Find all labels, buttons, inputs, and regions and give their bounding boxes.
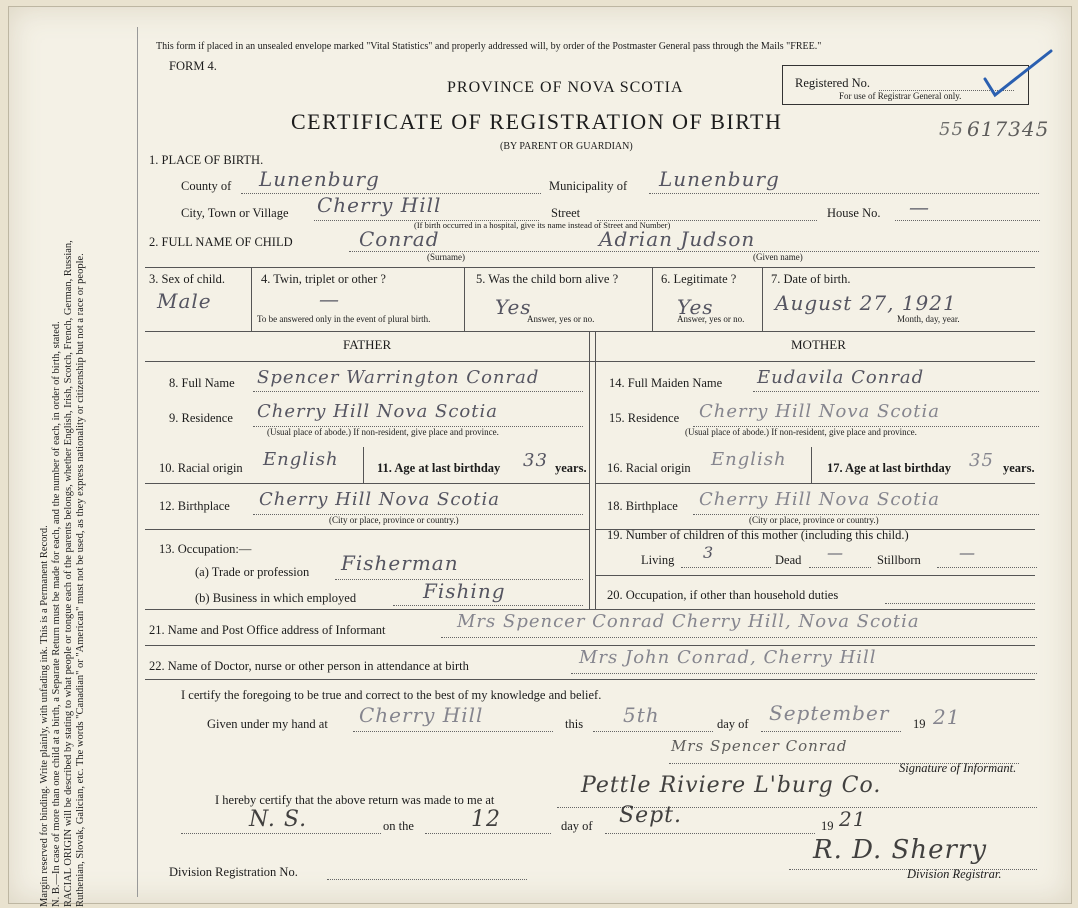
checkmark-icon [979, 45, 1059, 105]
legitimate-note: Answer, yes or no. [677, 314, 745, 324]
street-note: (If birth occurred in a hospital, give its name instead of Street and Number) [414, 220, 671, 230]
row3-top-border [145, 267, 1035, 268]
father-age-unit: years. [555, 461, 587, 475]
section-rule [145, 679, 1035, 680]
margin-notes [39, 27, 99, 907]
city-value: Cherry Hill [317, 193, 442, 217]
registrar-place-value: Pettle Riviere L'burg Co. [581, 773, 882, 798]
informant-signature: Mrs Spencer Conrad [671, 737, 848, 755]
form-number: FORM 4. [169, 59, 217, 73]
living-value: 3 [703, 543, 715, 562]
child-name-label: 2. FULL NAME OF CHILD [149, 235, 293, 249]
father-birthplace-value: Cherry Hill Nova Scotia [259, 489, 500, 510]
father-age-value: 33 [523, 450, 548, 471]
document-title: CERTIFICATE OF REGISTRATION OF BIRTH [291, 109, 783, 134]
city-label: City, Town or Village [181, 206, 289, 220]
alive-note: Answer, yes or no. [527, 314, 595, 324]
given-year-value: 21 [933, 705, 961, 729]
dead-value: — [827, 543, 844, 562]
father-racial-value: English [263, 449, 339, 470]
certify-text: I certify the foregoing to be true and correct to the best of my knowledge and belief. [181, 688, 602, 702]
twin-note: To be answered only in the event of plural birth. [257, 314, 431, 324]
mother-racial-value: English [711, 449, 787, 470]
municipality-value: Lunenburg [659, 167, 780, 191]
given-year-prefix: 19 [913, 717, 926, 731]
registered-label: Registered No. [795, 76, 870, 90]
informant-label: 21. Name and Post Office address of Informant [149, 623, 386, 637]
registrar-day-value: 12 [471, 807, 501, 832]
place-of-birth-label: 1. PLACE OF BIRTH. [149, 153, 264, 167]
informant-value: Mrs Spencer Conrad Cherry Hill, Nova Scotia [457, 611, 920, 632]
row3-divider [464, 267, 465, 331]
mother-residence-value: Cherry Hill Nova Scotia [699, 401, 940, 422]
house-label: House No. [827, 206, 881, 220]
house-value: — [909, 195, 930, 219]
division-registration-line [327, 879, 527, 880]
margin-note-4: Ruthenian, Slovak, Galician, etc. The words "Canadian" or "American" must not be used, as they express nationality or citizenship but not a race or people. [75, 253, 86, 907]
informant-line [441, 637, 1037, 638]
province-heading: PROVINCE OF NOVA SCOTIA [447, 79, 684, 96]
date-of-birth-value: August 27, 1921 [775, 291, 957, 315]
margin-note-3: RACIAL ORIGIN will be described by stating to what people or tongue each of the parents belongs, whether English, Irish, Scotch, French, German, Russian, [63, 240, 74, 907]
registrar-day-line [425, 833, 551, 834]
parents-heading-line [145, 361, 1035, 362]
stamp-prefix: 55 [939, 119, 964, 140]
registrar-month-line [605, 833, 815, 834]
given-day-value: 5th [623, 703, 660, 727]
parents-bottom-border [145, 609, 1035, 610]
postal-notice: This form if placed in an unsealed envelope marked "Vital Statistics" and properly addressed will, by order of the Postmaster General pass through the Mails "FREE." [156, 41, 822, 52]
date-of-birth-label: 7. Date of birth. [771, 272, 851, 286]
father-racial-label: 10. Racial origin [159, 461, 243, 475]
alive-label: 5. Was the child born alive ? [476, 272, 619, 286]
father-heading: FATHER [343, 337, 392, 352]
doctor-value: Mrs John Conrad, Cherry Hill [579, 647, 877, 668]
informant-signature-label: Signature of Informant. [899, 761, 1017, 775]
parents-divider [589, 331, 590, 609]
sex-value: Male [157, 289, 212, 313]
stamp-number: 617345 [967, 117, 1050, 141]
given-dayof-label: day of [717, 717, 749, 731]
mother-residence-note: (Usual place of abode.) If non-resident, give place and province. [685, 427, 917, 437]
municipality-label: Municipality of [549, 179, 628, 193]
stillborn-value: — [959, 543, 976, 562]
row3-bottom-border [145, 331, 1035, 332]
given-note: (Given name) [753, 252, 803, 262]
this-label: this [565, 717, 584, 731]
dead-line [809, 567, 871, 568]
given-under-label: Given under my hand at [207, 717, 328, 731]
county-value: Lunenburg [259, 167, 380, 191]
living-label: Living [641, 553, 675, 567]
doctor-label: 22. Name of Doctor, nurse or other person in attendance at birth [149, 659, 469, 673]
municipality-line [649, 193, 1039, 194]
father-trade-value: Fisherman [341, 551, 459, 575]
parents-divider-2 [595, 331, 596, 609]
father-birthplace-note: (City or place, province or country.) [329, 515, 459, 525]
given-place-line [353, 731, 553, 732]
father-residence-value: Cherry Hill Nova Scotia [257, 401, 498, 422]
given-month-line [761, 731, 901, 732]
living-line [681, 567, 771, 568]
child-surname-value: Conrad [359, 227, 440, 251]
surname-note: (Surname) [427, 252, 465, 262]
registered-note: For use of Registrar General only. [839, 91, 962, 101]
mother-residence-label: 15. Residence [609, 411, 680, 425]
section-rule [145, 645, 1035, 646]
mother-racial-label: 16. Racial origin [607, 461, 691, 475]
father-residence-label: 9. Residence [169, 411, 233, 425]
mother-birthplace-label: 18. Birthplace [607, 499, 678, 513]
mother-racial-divider [811, 447, 812, 483]
given-day-line [593, 731, 713, 732]
mother-children-label: 19. Number of children of this mother (including this child.) [607, 528, 909, 542]
mother-rule [595, 483, 1035, 484]
registrar-year-value: 21 [839, 807, 867, 831]
mother-age-label: 17. Age at last birthday [827, 461, 951, 475]
father-name-line [253, 391, 583, 392]
mother-name-value: Eudavila Conrad [757, 367, 925, 388]
registrar-year-prefix: 19 [821, 819, 834, 833]
mother-occupation-line [885, 603, 1035, 604]
twin-value: — [319, 287, 340, 311]
father-name-label: 8. Full Name [169, 376, 235, 390]
given-month-value: September [769, 701, 890, 725]
legitimate-value: Yes [677, 295, 714, 319]
dead-label: Dead [775, 553, 802, 567]
registrar-text: I hereby certify that the above return was made to me at [215, 793, 495, 807]
doctor-line [571, 673, 1037, 674]
mother-birthplace-note: (City or place, province or country.) [749, 515, 879, 525]
twin-label: 4. Twin, triplet or other ? [261, 272, 386, 286]
county-label: County of [181, 179, 232, 193]
father-business-value: Fishing [423, 579, 506, 603]
mother-age-value: 35 [969, 450, 994, 471]
stillborn-label: Stillborn [877, 553, 921, 567]
mother-name-line [753, 391, 1039, 392]
father-trade-label: (a) Trade or profession [195, 565, 310, 579]
registrar-dayof-label: day of [561, 819, 593, 833]
registrar-place2-value: N. S. [249, 807, 308, 832]
registrar-signature-label: Division Registrar. [907, 867, 1002, 881]
stillborn-line [937, 567, 1037, 568]
mother-name-label: 14. Full Maiden Name [609, 376, 723, 390]
legitimate-label: 6. Legitimate ? [661, 272, 737, 286]
mother-age-unit: years. [1003, 461, 1035, 475]
date-of-birth-note: Month, day, year. [897, 314, 960, 324]
sex-label: 3. Sex of child. [149, 272, 226, 286]
given-place-value: Cherry Hill [359, 703, 484, 727]
certificate-paper [8, 6, 1072, 907]
mother-rule [595, 575, 1035, 576]
margin-note-1: Margin reserved for binding. Write plainly, with unfading ink. This is a Permanent Record. [39, 525, 50, 907]
margin-note-2: N. B.—In case of more than one child at a birth, a Separate Return must be made for each, and the number of each, in order of birth, stated. [51, 321, 62, 907]
mother-heading: MOTHER [791, 337, 846, 352]
registrar-month-value: Sept. [619, 803, 683, 828]
row3-divider [652, 267, 653, 331]
document-subtitle: (BY PARENT OR GUARDIAN) [500, 141, 633, 152]
street-label: Street [551, 206, 581, 220]
father-rule [145, 529, 589, 530]
mother-birthplace-value: Cherry Hill Nova Scotia [699, 489, 940, 510]
mother-occupation-label: 20. Occupation, if other than household duties [607, 588, 839, 602]
father-rule [145, 483, 589, 484]
father-business-line [393, 605, 583, 606]
alive-value: Yes [495, 295, 532, 319]
row3-divider [762, 267, 763, 331]
registrar-on-label: on the [383, 819, 414, 833]
father-racial-divider [363, 447, 364, 483]
father-name-value: Spencer Warrington Conrad [257, 367, 540, 388]
registrar-place2-line [181, 833, 381, 834]
father-business-label: (b) Business in which employed [195, 591, 357, 605]
house-line [895, 220, 1040, 221]
registrar-signature: R. D. Sherry [813, 835, 988, 865]
child-given-value: Adrian Judson [599, 227, 756, 251]
division-registration-label: Division Registration No. [169, 865, 298, 879]
father-residence-note: (Usual place of abode.) If non-resident, give place and province. [267, 427, 499, 437]
father-occupation-label: 13. Occupation:— [159, 542, 252, 556]
father-birthplace-label: 12. Birthplace [159, 499, 230, 513]
row3-divider [251, 267, 252, 331]
father-age-label: 11. Age at last birthday [377, 461, 501, 475]
binding-margin-line [137, 27, 138, 897]
